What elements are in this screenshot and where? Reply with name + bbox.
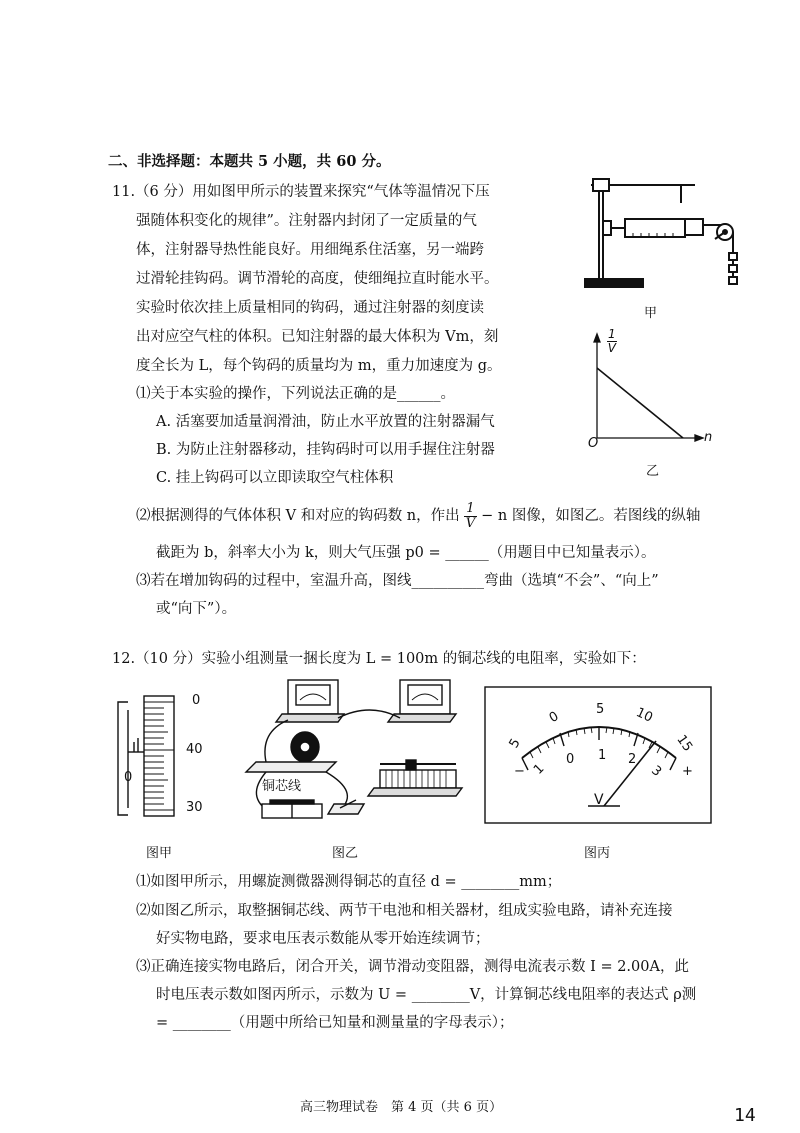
fig-yi-y-label: [607, 328, 617, 355]
fig-yi-x-label: n: [704, 430, 713, 445]
q12-intro: 12.（10 分）实验小组测量一捆长度为 L = 100m 的铜芯线的电阻率，实验如下：: [112, 651, 646, 667]
dial-upper-5-left: 5: [506, 736, 524, 751]
q11-line: 出对应空气柱的体积。已知注射器的最大体积为 Vm，刻: [136, 329, 499, 345]
q12-part-3: ⑶正确连接实物电路后，闭合开关，调节滑动变阻器，测得电流表示数 I = 2.00A，此: [136, 959, 689, 975]
rheostat: [380, 770, 456, 788]
fraction-numerator: 1: [466, 500, 475, 516]
q11-line: 过滑轮挂钩码。调节滑轮的高度，使细绳拉直时能水平。: [136, 271, 499, 287]
q11-question-2: [136, 498, 700, 538]
fig-jia-apparatus: [585, 175, 750, 295]
micrometer-tick-40: 40: [186, 742, 203, 757]
q11-question-1: ⑴关于本实验的操作，下列说法正确的是______。: [136, 386, 455, 402]
q12-part-2-line-2: 好实物电路，要求电压表示数能从零开始连续调节；: [156, 931, 490, 947]
dial-upper-0: 0: [546, 708, 562, 727]
inverse-v-fraction: [464, 502, 476, 531]
wire-label: 铜芯线: [262, 779, 302, 794]
dial-minus: −: [514, 764, 525, 779]
q11-option-b: B. 为防止注射器移动，挂钩码时可以用手握住注射器: [156, 442, 495, 458]
dial-lower-1-left: 1: [530, 761, 548, 778]
q12-part-2: ⑵如图乙所示，取整捆铜芯线、两节干电池和相关器材，组成实验电路，请补充连接: [136, 903, 673, 919]
q11-line: 度全长为 L，每个钩码的质量均为 m，重力加速度为 g。: [136, 358, 502, 374]
micrometer-sleeve-0: 0: [124, 770, 133, 785]
dial-lower-0: 0: [566, 752, 575, 767]
dial-unit-v: V: [594, 792, 604, 808]
q11-q3-line-2: 或“向下”）。: [156, 601, 237, 617]
fig-yi-origin: O: [588, 436, 599, 451]
q11-question-3: ⑶若在增加钩码的过程中，室温升高，图线__________弯曲（选填“不会”、“向上”: [136, 573, 659, 589]
y-label-den: V: [607, 341, 616, 355]
q12-part-3-line-3: = ________（用题中所给已知量和测量量的字母表示）；: [156, 1015, 514, 1031]
q11-q2-text-a: ⑵根据测得的气体体积 V 和对应的钩码数 n，作出: [136, 508, 460, 524]
q11-line: 11.（6 分）用如图甲所示的装置来探究“气体等温情况下压: [112, 184, 490, 200]
caption-bing: 图丙: [584, 846, 611, 861]
micrometer-tick-0: 0: [192, 693, 201, 708]
inverse-v-line: [597, 368, 683, 438]
dial-lower-3: 3: [648, 763, 665, 780]
fig-jia-label: 甲: [644, 306, 658, 321]
q11-q2-line-2: 截距为 b，斜率大小为 k，则大气压强 p0 = ______（用题目中已知量表示）。: [156, 545, 656, 561]
micrometer-figure: [110, 690, 220, 830]
page-footer: 高三物理试卷 第 4 页（共 6 页）: [300, 1100, 503, 1115]
q11-line: 实验时依次挂上质量相同的钩码，通过注射器的刻度读: [136, 300, 484, 316]
section-title: 二、非选择题：本题共 5 小题，共 60 分。: [108, 153, 391, 170]
dial-lower-1: 1: [598, 748, 607, 763]
dial-upper-10: 10: [633, 705, 655, 726]
fig-yi-graph: [585, 327, 715, 455]
fig-yi-label: 乙: [646, 464, 660, 479]
q11-line: 强随体积变化的规律”。注射器内封闭了一定质量的气: [136, 213, 477, 229]
page-number: 14: [734, 1105, 756, 1126]
dial-plus: +: [682, 764, 693, 779]
q12-part-3-line-2: 时电压表示数如图丙所示，示数为 U = ________V，计算铜芯线电阻率的表达式 ρ测: [156, 987, 697, 1003]
micrometer-tick-30: 30: [186, 800, 203, 815]
q11-option-a: A. 活塞要加适量润滑油，防止水平放置的注射器漏气: [156, 414, 495, 430]
caption-yi: 图乙: [332, 846, 359, 861]
fraction-denominator: V: [465, 515, 476, 531]
x-axis-arrow: [695, 435, 703, 441]
dial-upper-15: 15: [673, 732, 696, 755]
dial-upper-5: 5: [596, 702, 605, 717]
y-axis-arrow: [594, 334, 600, 342]
y-label-num: 1: [608, 327, 616, 341]
dial-lower-2: 2: [628, 752, 637, 767]
q11-line: 体，注射器导热性能良好。用细绳系住活塞，另一端跨: [136, 242, 484, 258]
q12-part-1: ⑴如图甲所示，用螺旋测微器测得铜芯的直径 d = ________mm；: [136, 874, 562, 890]
circuit-figure: [240, 672, 465, 827]
q11-option-c: C. 挂上钩码可以立即读取空气柱体积: [156, 470, 394, 486]
wire-board: [246, 762, 336, 772]
caption-jia: 图甲: [146, 846, 173, 861]
q11-q2-text-b: − n 图像，如图乙。若图线的纵轴: [481, 508, 701, 524]
